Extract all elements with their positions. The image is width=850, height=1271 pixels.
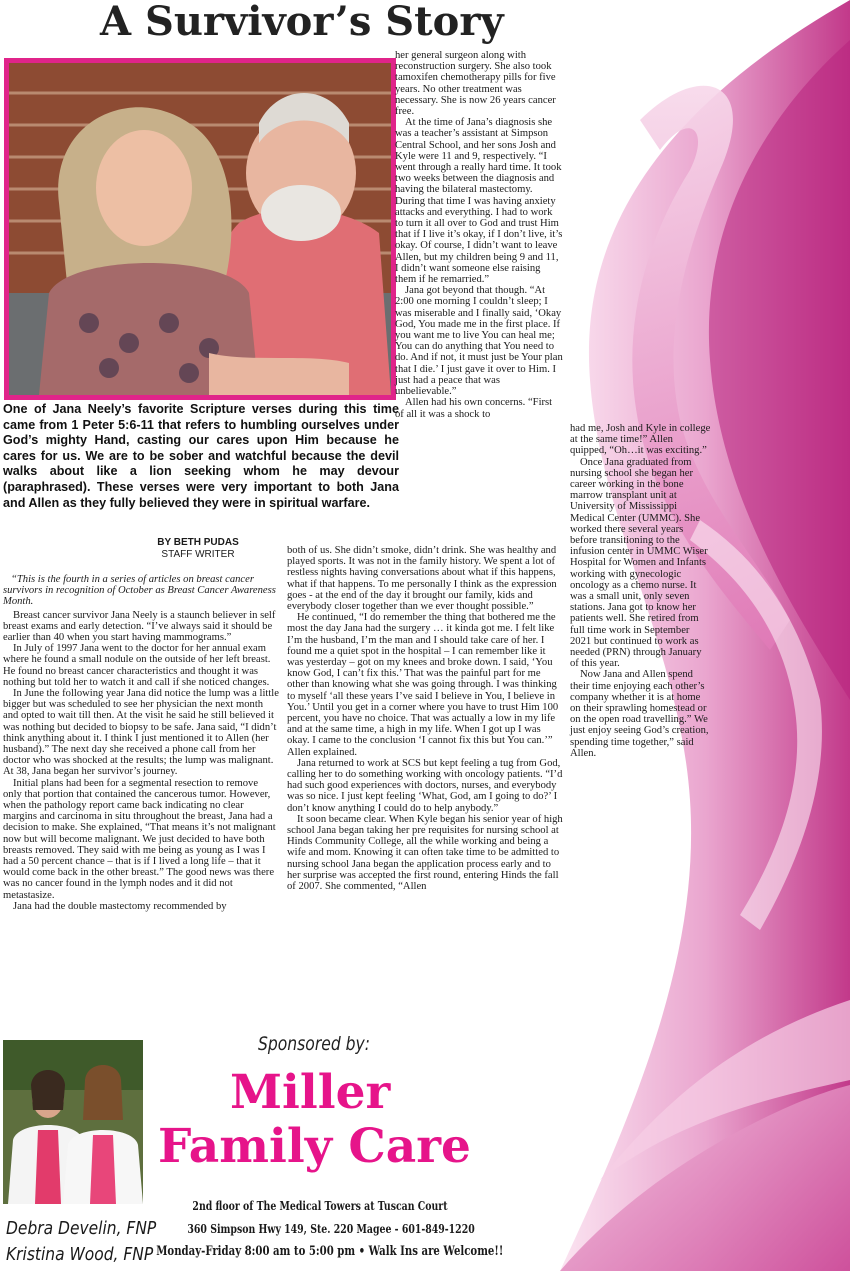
article-paragraph: Once Jana graduated from nursing school she began her career working in the bone marrow transplant unit at University of Mississippi Medical Center (UMMC). She worked there several years before transitioning to the infusion center in UMMC Wiser Hospital for Women and Infants working with gynecologic oncology as a chemo nurse. It was a small unit, only seven stations. Jana got to know her patients well. She retired from full time work in September 2021 but continued to work as needed (PRN) through January of this year. [570, 456, 708, 670]
article-paragraph: Jana returned to work at SCS but kept feeling a tug from God, calling her to do something working with oncology patients. “I’d had such good experiences with doctors, nurses, and everybody was so nice. I just kept feeling ‘What, God, am I going to do?’ I don’t know anything I could do to help anybody.” [287, 757, 563, 814]
article-paragraph: both of us. She didn’t smoke, didn’t drink. She was healthy and played sports. It was not in the family history. We spent a lot of restless nights having conversations about what if this happens, what if that happens. To me personally I think as the expression goes - at the end of the day it brought our family, kids and everybody closer together than we ever thought possible.” [287, 545, 557, 613]
article-paragraph: At the time of Jana’s diagnosis she was a teacher’s assistant at Simpson Central School, and her sons Josh and Kyle were 11 and 9, respectively. “I went through a really hard time. It took two weeks between the diagnosis and having the bilateral mastectomy. During that time I was having anxiety attacks and everything. I had to work to turn it all over to God and trust Him that if I live it’s okay, if I don’t live, it’s okay. Of course, I didn’t want to leave Allen, but my children being 9 and 11, I didn’t want someone else raising them if he remarried.” [395, 117, 563, 286]
article-paragraph: Jana got beyond that though. “At 2:00 one morning I couldn’t sleep; I was miserable and I finally said, ‘Okay God, You made me in the first place. If you want me to live You can heal me; You can do anything that You need to do. And if not, it must just be Your plan that I die.’ I just gave it over to Him. I just had a peace that was unbelievable.” [395, 285, 563, 398]
article-column-1 [3, 574, 279, 912]
article-paragraph: Allen had his own concerns. “First of all it was a shock to [395, 397, 553, 420]
article-column-4 [570, 423, 712, 759]
article-paragraph: Jana had the double mastectomy recommended by [13, 900, 227, 912]
article-column-3 [395, 50, 563, 420]
article-column-2 [287, 545, 563, 892]
article-paragraph: Now Jana and Allen spend their time enjoying each other’s company whether it is at home on their sprawling homestead or on the open road travelling.” We just enjoy seeing God’s creation, spending time together,” said Allen. [570, 669, 709, 759]
sponsor-staff-photo [3, 1040, 143, 1204]
byline-title: STAFF WRITER [161, 549, 235, 560]
article-paragraph: In June the following year Jana did notice the lump was a little bigger but was scheduled to see her physician the next month and opted to wait till then. At the visit he said he still believed it was nothing but decided to biopsy to be safe. Jana said, “I didn’t think anything about it. I think I just mentioned it to Allen (her husband).” The next day she received a phone call from her doctor who was shocked at the results; the lump was malignant. At 38, Jana began her survivor’s journey. [3, 688, 279, 778]
article-paragraph: Initial plans had been for a segmental resection to remove only that portion that contained the cancerous tumor. However, when the pathology report came back indicating no clear margins and carcinoma in situ throughout the breast, Jana had a decision to make. She explained, “That means it’s not malignant now but will become malignant. We just decided to have both breasts removed. They said with me being as young as I was I had a 50 percent chance – that is if I lived a long life – that it would come back in the other breast.” The good news was there was no cancer found in the lymph nodes and it did not metastasize. [3, 777, 276, 901]
sponsor-name-line-2: Family Care [158, 1119, 471, 1174]
feature-photo [4, 58, 396, 400]
sponsor-hours: Monday-Friday 8:00 am to 5:00 pm • Walk Ins are Welcome!! [156, 1244, 504, 1259]
sponsor-staff-name: Kristina Wood, FNP [6, 1244, 154, 1265]
sponsored-by-label: Sponsored by: [258, 1033, 371, 1055]
article-paragraph: In July of 1997 Jana went to the doctor for her annual exam where he found a small nodule on the outside of her left breast. He found no breast cancer characteristics and thought it was nothing but told her to watch it and call if she noticed changes. [3, 643, 271, 688]
headline: A Survivor’s Story [100, 0, 504, 45]
article-paragraph: Breast cancer survivor Jana Neely is a staunch believer in self breast exams and early detection. “I’ve always said it should be earlier than 40 when you start having mammograms.” [3, 609, 276, 644]
series-intro-note: “This is the fourth in a series of articles on breast cancer survivors in recognition of October as Breast Cancer Awareness Month. [3, 574, 276, 608]
sponsor-staff-name: Debra Develin, FNP [6, 1218, 157, 1239]
sponsor-name-line-1: Miller [230, 1065, 391, 1120]
article-paragraph: He continued, “I do remember the thing that bothered me the most the day Jana had the surgery … it kinda got me. I felt like I’m the husband, I’m the man and I should take care of her. I found me a quiet spot in the hospital – I can remember like it was yesterday – got on my knees and broke down. I said, ‘You know God, I can’t fix this.’ That was the painful part for me other than knowing what she was going through. I was thinking to myself ‘all these years I’ve said I believe in You, I believe in You.’ Until you get in a corner where you have to trust Him 100 percent, you have no choice. That was actually a low in my life and at the same time, a high in my life. When I got up I was okay. I came to the conclusion ‘I cannot fix this but You can.’” Allen explained. [287, 612, 559, 758]
article-paragraph: had me, Josh and Kyle in college at the same time!” Allen quipped, “Oh…it was exciting.” [570, 423, 711, 457]
byline-author: BY BETH PUDAS [157, 537, 239, 548]
photo-caption: One of Jana Neely’s favorite Scripture verses during this time came from 1 Peter 5:6-11 that refers to humbling ourselves under God’s mighty Hand, casting our cares upon Him because he cares for us. We are to be sober and watchful because the devil walks about like a lion seeking whom he may devour (paraphrased). These verses were very important to both Jana and Allen as they fully believed they were in spiritual warfare. [3, 402, 399, 510]
article-paragraph: It soon became clear. When Kyle began his senior year of high school Jana began taking her pre requisites for nursing school at Hinds Community College, all the while working and being a wife and mom. Knowing it can often take time to be admitted to nursing school Jana began the application process early and to her surprise was accepted the first round, entering Hinds the fall of 2007. She commented, “Allen [287, 813, 563, 893]
sponsor-address-line-2: 360 Simpson Hwy 149, Ste. 220 Magee - 601-849-1220 [187, 1222, 475, 1236]
article-paragraph: her general surgeon along with reconstruction surgery. She also took tamoxifen chemotherapy pills for five years. No other treatment was necessary. She is now 26 years cancer free. [395, 50, 556, 118]
sponsor-address-line-1: 2nd floor of The Medical Towers at Tuscan Court [192, 1199, 448, 1213]
